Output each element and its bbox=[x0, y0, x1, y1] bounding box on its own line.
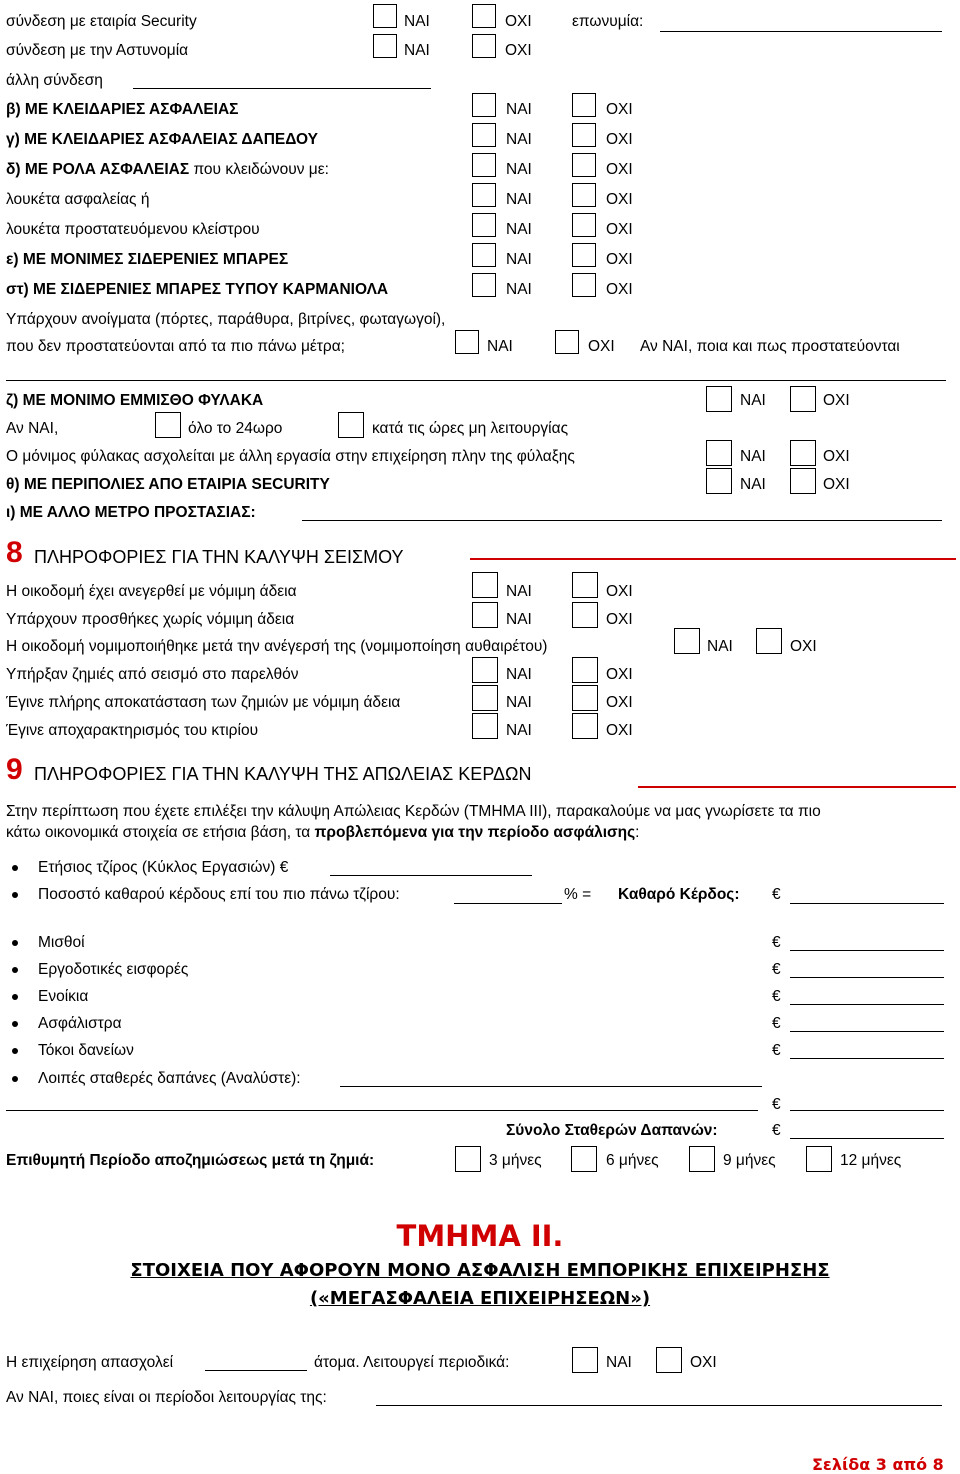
other-connection-label: άλλη σύνδεση bbox=[6, 72, 103, 89]
turnover-field[interactable] bbox=[330, 875, 532, 876]
e-yes-checkbox[interactable] bbox=[472, 243, 496, 267]
damages-yes-checkbox[interactable] bbox=[472, 657, 498, 683]
no-label: ΟΧΙ bbox=[606, 101, 633, 118]
no-label: ΟΧΙ bbox=[588, 338, 615, 355]
padlocks-yes-checkbox[interactable] bbox=[472, 183, 496, 207]
closed-hours-checkbox[interactable] bbox=[338, 412, 364, 438]
net-profit-field[interactable] bbox=[790, 903, 944, 904]
period-3-label: 3 μήνες bbox=[489, 1152, 542, 1169]
section-9-intro-line2 bbox=[6, 824, 639, 842]
damages-label: Υπήρξαν ζημιές από σεισμό στο παρελθόν bbox=[6, 666, 299, 683]
no-label: ΟΧΙ bbox=[606, 161, 633, 178]
period-6-label: 6 μήνες bbox=[606, 1152, 659, 1169]
declassified-yes-checkbox[interactable] bbox=[472, 713, 498, 739]
other-connection-field[interactable] bbox=[133, 88, 431, 89]
operating-periods-field[interactable] bbox=[376, 1405, 942, 1406]
d-shutters-label bbox=[6, 161, 329, 179]
euro-icon: € bbox=[772, 934, 781, 951]
employees-field[interactable] bbox=[205, 1370, 307, 1371]
z-guard-label: ζ) ΜΕ ΜΟΝΙΜΟ ΕΜΜΙΣΘΟ ΦΥΛΑΚΑ bbox=[6, 392, 264, 409]
section-8-rule bbox=[470, 558, 956, 560]
period-9-label: 9 μήνες bbox=[723, 1152, 776, 1169]
restored-yes-checkbox[interactable] bbox=[472, 685, 498, 711]
wages-label: Μισθοί bbox=[38, 934, 85, 951]
euro-icon: € bbox=[772, 961, 781, 978]
guard-yes-checkbox[interactable] bbox=[706, 386, 732, 412]
section-8-number: 8 bbox=[6, 536, 23, 569]
restored-no-checkbox[interactable] bbox=[572, 685, 598, 711]
yes-label: ΝΑΙ bbox=[487, 338, 513, 355]
legalized-label: Η οικοδομή νομιμοποιήθηκε μετά την ανέγερσή της (νομιμοποίηση αυθαιρέτου) bbox=[6, 638, 548, 655]
interest-field[interactable] bbox=[790, 1058, 944, 1059]
interest-label: Τόκοι δανείων bbox=[38, 1042, 134, 1059]
no-label: ΟΧΙ bbox=[505, 42, 532, 59]
intro-text-b: τα bbox=[291, 824, 315, 841]
no-label: ΟΧΙ bbox=[606, 694, 633, 711]
restored-label: Έγινε πλήρης αποκατάσταση των ζημιών με νόμιμη άδεια bbox=[6, 694, 401, 711]
padlocks-label: λουκέτα ασφαλείας ή bbox=[6, 191, 150, 208]
yes-label: ΝΑΙ bbox=[506, 131, 532, 148]
no-label: ΟΧΙ bbox=[606, 281, 633, 298]
police-yes-checkbox[interactable] bbox=[373, 34, 397, 58]
premiums-field[interactable] bbox=[790, 1031, 944, 1032]
d-no-checkbox[interactable] bbox=[572, 153, 596, 177]
openings-label-line2: που δεν προστατεύονται από τα πιο πάνω μέτρα; bbox=[6, 338, 345, 355]
section-ii-subtitle-2: («ΜΕΓΑΣΦΑΛΕΙΑ ΕΠΙΧΕΙΡΗΣΕΩΝ») bbox=[309, 1288, 651, 1309]
e-no-checkbox[interactable] bbox=[572, 243, 596, 267]
no-label: ΟΧΙ bbox=[606, 666, 633, 683]
patrols-no-checkbox[interactable] bbox=[790, 468, 816, 494]
guard-if-yes-label: Αν ΝΑΙ, bbox=[6, 420, 59, 437]
no-label: ΟΧΙ bbox=[505, 13, 532, 30]
no-label: ΟΧΙ bbox=[606, 251, 633, 268]
b-yes-checkbox[interactable] bbox=[472, 93, 496, 117]
yes-label: ΝΑΙ bbox=[506, 281, 532, 298]
police-connection-label: σύνδεση με την Αστυνομία bbox=[6, 42, 189, 59]
total-fixed-field[interactable] bbox=[790, 1138, 944, 1139]
security-no-checkbox[interactable] bbox=[472, 4, 496, 28]
openings-how-label: Αν ΝΑΙ, ποια και πως προστατεύονται bbox=[640, 338, 900, 355]
section-9-intro-line1: Στην περίπτωση που έχετε επιλέξει την κάλυψη Απώλειας Κερδών (ΤΜΗΜΑ ΙΙΙ), παρακαλούμε να μας γνωρίσετε τα πιο bbox=[6, 803, 821, 820]
guard-other-work-label: Ο μόνιμος φύλακας ασχολείται με άλλη εργασία στην επιχείρηση πλην της φύλαξης bbox=[6, 448, 575, 465]
bullet-icon bbox=[12, 1076, 18, 1082]
margin-field[interactable] bbox=[454, 903, 562, 904]
protected-padlocks-yes-checkbox[interactable] bbox=[472, 213, 496, 237]
additions-no-checkbox[interactable] bbox=[572, 602, 598, 628]
yes-label: ΝΑΙ bbox=[506, 221, 532, 238]
bullet-icon bbox=[12, 940, 18, 946]
c-yes-checkbox[interactable] bbox=[472, 123, 496, 147]
st-bars-label: στ) ΜΕ ΣΙΔΕΡΕΝΙΕΣ ΜΠΑΡΕΣ ΤΥΠΟΥ ΚΑΡΜΑΝΙΟΛΑ bbox=[6, 281, 389, 298]
other-measure-field[interactable] bbox=[302, 520, 942, 521]
protected-padlocks-no-checkbox[interactable] bbox=[572, 213, 596, 237]
patrols-yes-checkbox[interactable] bbox=[706, 468, 732, 494]
yes-label: ΝΑΙ bbox=[740, 448, 766, 465]
st-no-checkbox[interactable] bbox=[572, 273, 596, 297]
euro-icon: € bbox=[772, 886, 781, 903]
bullet-icon bbox=[12, 967, 18, 973]
euro-icon: € bbox=[772, 988, 781, 1005]
openings-how-field[interactable] bbox=[6, 380, 946, 381]
d-yes-checkbox[interactable] bbox=[472, 153, 496, 177]
wages-field[interactable] bbox=[790, 950, 944, 951]
yes-label: ΝΑΙ bbox=[740, 392, 766, 409]
no-label: ΟΧΙ bbox=[823, 476, 850, 493]
section-9-title: ΠΛΗΡΟΦΟΡΙΕΣ ΓΙΑ ΤΗΝ ΚΑΛΥΨΗ ΤΗΣ ΑΠΩΛΕΙΑΣ ΚΕΡΔΩΝ bbox=[34, 764, 532, 784]
employer-contrib-field[interactable] bbox=[790, 977, 944, 978]
margin-label: Ποσοστό καθαρού κέρδους επί του πιο πάνω τζίρου: bbox=[38, 886, 400, 903]
yes-label: ΝΑΙ bbox=[506, 161, 532, 178]
legalized-yes-checkbox[interactable] bbox=[674, 628, 700, 654]
yes-label: ΝΑΙ bbox=[506, 101, 532, 118]
security-yes-checkbox[interactable] bbox=[373, 4, 397, 28]
other-fixed-label: Λοιπές σταθερές δαπάνες (Αναλύστε): bbox=[38, 1070, 301, 1087]
guard-no-checkbox[interactable] bbox=[790, 386, 816, 412]
declassified-no-checkbox[interactable] bbox=[572, 713, 598, 739]
yes-label: ΝΑΙ bbox=[506, 666, 532, 683]
d-shutters-bold: δ) ΜΕ ΡΟΛΑ ΑΣΦΑΛΕΙΑΣ bbox=[6, 161, 190, 178]
closed-hours-label: κατά τις ώρες μη λειτουργίας bbox=[372, 420, 569, 437]
intro-text-d: για την περίοδο ασφάλισης bbox=[427, 824, 636, 841]
period-6-checkbox[interactable] bbox=[571, 1146, 597, 1172]
rent-label: Ενοίκια bbox=[38, 988, 89, 1005]
turnover-label: Ετήσιος τζίρος (Κύκλος Εργασιών) € bbox=[38, 859, 289, 876]
no-label: ΟΧΙ bbox=[823, 448, 850, 465]
yes-label: ΝΑΙ bbox=[606, 1354, 632, 1371]
damages-no-checkbox[interactable] bbox=[572, 657, 598, 683]
yes-label: ΝΑΙ bbox=[506, 694, 532, 711]
yes-label: ΝΑΙ bbox=[404, 42, 430, 59]
seasonal-no-checkbox[interactable] bbox=[656, 1347, 682, 1373]
built-legal-label: Η οικοδομή έχει ανεγερθεί με νόμιμη άδεια bbox=[6, 583, 297, 600]
intro-text-a: κάτω οικονομικά στοιχεία σε ετήσια βάση, bbox=[6, 824, 292, 841]
section-8-title: ΠΛΗΡΟΦΟΡΙΕΣ ΓΙΑ ΤΗΝ ΚΑΛΥΨΗ ΣΕΙΣΜΟΥ bbox=[34, 547, 404, 567]
period-12-label: 12 μήνες bbox=[840, 1152, 902, 1169]
euro-icon: € bbox=[772, 1096, 781, 1113]
other-fixed-details-field[interactable] bbox=[6, 1110, 758, 1111]
d-shutters-rest: που κλειδώνουν με: bbox=[189, 161, 329, 178]
company-name-label: επωνυμία: bbox=[572, 13, 644, 30]
police-no-checkbox[interactable] bbox=[472, 34, 496, 58]
other-work-no-checkbox[interactable] bbox=[790, 440, 816, 466]
additions-yes-checkbox[interactable] bbox=[472, 602, 498, 628]
section-ii-subtitle-1: ΣΤΟΙΧΕΙΑ ΠΟΥ ΑΦΟΡΟΥΝ ΜΟΝΟ ΑΣΦΑΛΙΣΗ ΕΜΠΟΡΙΚΗΣ ΕΠΙΧΕΙΡΗΣΗΣ bbox=[130, 1260, 830, 1281]
patrols-label: θ) ΜΕ ΠΕΡΙΠΟΛΙΕΣ ΑΠΟ ΕΤΑΙΡΙΑ SECURITY bbox=[6, 476, 330, 493]
yes-label: ΝΑΙ bbox=[740, 476, 766, 493]
security-connection-label: σύνδεση με εταιρία Security bbox=[6, 13, 197, 30]
bullet-icon bbox=[12, 1048, 18, 1054]
e-bars-label: ε) ΜΕ ΜΟΝΙΜΕΣ ΣΙΔΕΡΕΝΙΕΣ ΜΠΑΡΕΣ bbox=[6, 251, 289, 268]
no-label: ΟΧΙ bbox=[690, 1354, 717, 1371]
protected-padlocks-label: λουκέτα προστατευόμενου κλείστρου bbox=[6, 221, 260, 238]
euro-icon: € bbox=[772, 1015, 781, 1032]
openings-label-line1: Υπάρχουν ανοίγματα (πόρτες, παράθυρα, βιτρίνες, φωταγωγοί), bbox=[6, 311, 446, 328]
all-day-label: όλο το 24ωρο bbox=[188, 420, 283, 437]
operating-periods-label: Αν ΝΑΙ, ποιες είναι οι περίοδοι λειτουργίας της: bbox=[6, 1389, 327, 1406]
net-profit-label: Καθαρό Κέρδος: bbox=[618, 886, 740, 903]
no-label: ΟΧΙ bbox=[606, 221, 633, 238]
all-day-checkbox[interactable] bbox=[155, 412, 181, 438]
period-3-checkbox[interactable] bbox=[455, 1146, 481, 1172]
bullet-icon bbox=[12, 1021, 18, 1027]
built-legal-yes-checkbox[interactable] bbox=[472, 572, 498, 598]
yes-label: ΝΑΙ bbox=[506, 722, 532, 739]
section-9-rule bbox=[638, 786, 956, 788]
employer-contrib-label: Εργοδοτικές εισφορές bbox=[38, 961, 189, 978]
yes-label: ΝΑΙ bbox=[404, 13, 430, 30]
no-label: ΟΧΙ bbox=[606, 191, 633, 208]
period-9-checkbox[interactable] bbox=[689, 1146, 715, 1172]
yes-label: ΝΑΙ bbox=[506, 611, 532, 628]
no-label: ΟΧΙ bbox=[606, 611, 633, 628]
section-ii-heading: ΤΜΗΜΑ ΙΙ. bbox=[396, 1219, 564, 1253]
b-locks-label: β) ΜΕ ΚΛΕΙΔΑΡΙΕΣ ΑΣΦΑΛΕΙΑΣ bbox=[6, 101, 239, 118]
additions-label: Υπάρχουν προσθήκες χωρίς νόμιμη άδεια bbox=[6, 611, 295, 628]
no-label: ΟΧΙ bbox=[790, 638, 817, 655]
yes-label: ΝΑΙ bbox=[506, 191, 532, 208]
bullet-icon bbox=[12, 994, 18, 1000]
period-12-checkbox[interactable] bbox=[806, 1146, 832, 1172]
built-legal-no-checkbox[interactable] bbox=[572, 572, 598, 598]
no-label: ΟΧΙ bbox=[606, 583, 633, 600]
other-measure-label: ι) ΜΕ ΑΛΛΟ ΜΕΤΡΟ ΠΡΟΣΤΑΣΙΑΣ: bbox=[6, 504, 256, 521]
other-fixed-field[interactable] bbox=[340, 1086, 762, 1087]
euro-icon: € bbox=[772, 1042, 781, 1059]
legalized-no-checkbox[interactable] bbox=[756, 628, 782, 654]
declassified-label: Έγινε αποχαρακτηρισμός του κτιρίου bbox=[6, 722, 259, 739]
company-name-field[interactable] bbox=[660, 31, 942, 32]
euro-icon: € bbox=[772, 1122, 781, 1139]
other-work-yes-checkbox[interactable] bbox=[706, 440, 732, 466]
bullet-icon bbox=[12, 892, 18, 898]
page-number: Σελίδα 3 από 8 bbox=[812, 1455, 944, 1474]
section-9-number: 9 bbox=[6, 753, 23, 786]
no-label: ΟΧΙ bbox=[606, 131, 633, 148]
indemnity-period-label: Επιθυμητή Περίοδο αποζημιώσεως μετά τη ζημιά: bbox=[6, 1152, 375, 1169]
intro-text-c: προβλεπόμενα bbox=[314, 824, 428, 841]
yes-label: ΝΑΙ bbox=[707, 638, 733, 655]
yes-label: ΝΑΙ bbox=[506, 583, 532, 600]
other-fixed-amount-field[interactable] bbox=[790, 1110, 944, 1111]
b-no-checkbox[interactable] bbox=[572, 93, 596, 117]
c-no-checkbox[interactable] bbox=[572, 123, 596, 147]
bullet-icon bbox=[12, 865, 18, 871]
no-label: ΟΧΙ bbox=[606, 722, 633, 739]
percent-equals-label: % = bbox=[564, 886, 592, 903]
c-floor-locks-label: γ) ΜΕ ΚΛΕΙΔΑΡΙΕΣ ΑΣΦΑΛΕΙΑΣ ΔΑΠΕΔΟΥ bbox=[6, 131, 318, 148]
persons-seasonal-label: άτομα. Λειτουργεί περιοδικά: bbox=[314, 1354, 510, 1371]
yes-label: ΝΑΙ bbox=[506, 251, 532, 268]
rent-field[interactable] bbox=[790, 1004, 944, 1005]
padlocks-no-checkbox[interactable] bbox=[572, 183, 596, 207]
premiums-label: Ασφάλιστρα bbox=[38, 1015, 122, 1032]
seasonal-yes-checkbox[interactable] bbox=[572, 1347, 598, 1373]
total-fixed-label: Σύνολο Σταθερών Δαπανών: bbox=[506, 1122, 718, 1139]
openings-yes-checkbox[interactable] bbox=[455, 330, 479, 354]
st-yes-checkbox[interactable] bbox=[472, 273, 496, 297]
intro-text-e: : bbox=[635, 824, 640, 841]
employs-label: Η επιχείρηση απασχολεί bbox=[6, 1354, 174, 1371]
no-label: ΟΧΙ bbox=[823, 392, 850, 409]
openings-no-checkbox[interactable] bbox=[555, 330, 579, 354]
